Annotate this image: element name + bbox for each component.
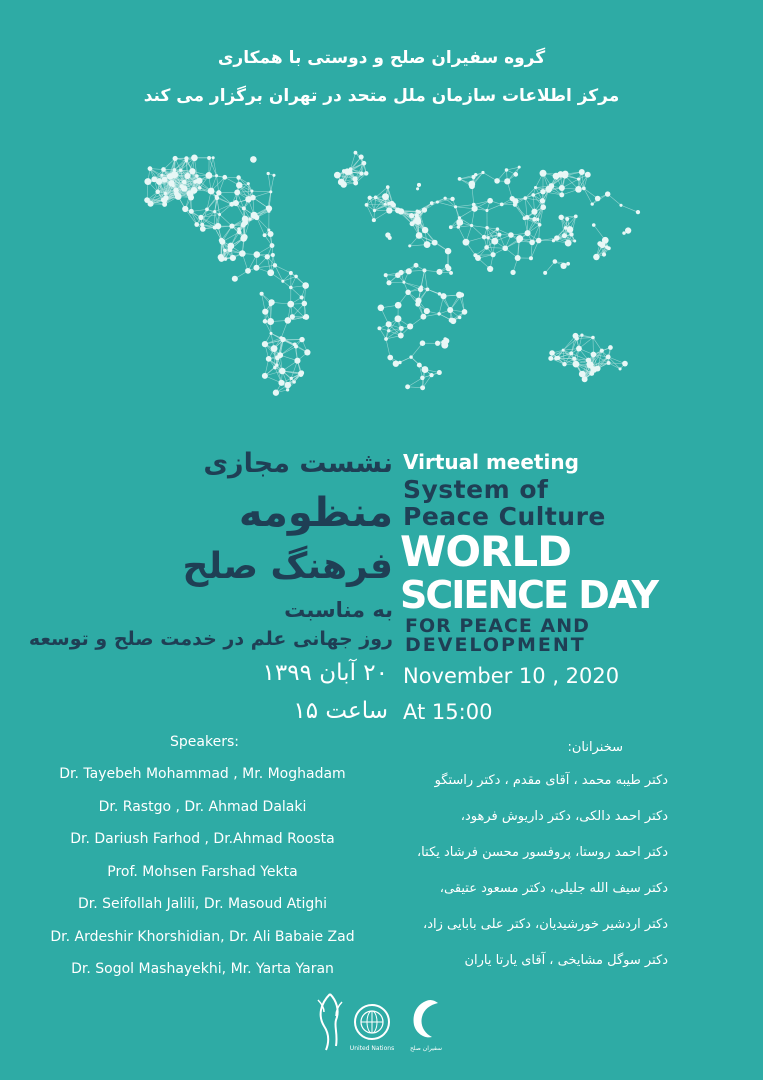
- fa-date: ۲۰ آبان ۱۳۹۹: [262, 660, 388, 686]
- header-line-1: گروه سفیران صلح و دوستی با همکاری: [217, 48, 546, 68]
- fa-peace-culture-title: فرهنگ صلح: [182, 546, 393, 587]
- en-peace-culture: Peace Culture: [403, 502, 606, 531]
- speaker-en-line: Dr. Sogol Mashayekhi, Mr. Yarta Yaran: [71, 961, 334, 977]
- speaker-en-line: Prof. Mohsen Farshad Yekta: [107, 863, 298, 880]
- united-nations-emblem-icon: [352, 1002, 392, 1042]
- united-nations-label: United Nations: [349, 1045, 395, 1052]
- en-system-of: System of: [403, 475, 549, 504]
- en-virtual-meeting: Virtual meeting: [403, 450, 579, 474]
- speaker-en-line: Dr. Dariush Farhod , Dr.Ahmad Roosta: [70, 831, 335, 847]
- fa-science-day: روز جهانی علم در خدمت صلح و توسعه: [28, 628, 393, 650]
- en-date: November 10 , 2020: [403, 664, 620, 688]
- speaker-en-line: Dr. Rastgo , Dr. Ahmad Dalaki: [98, 798, 307, 815]
- speaker-fa-line: دکتر سوگل مشایخی ، آقای یارتا یاران: [464, 953, 668, 968]
- speaker-en-line: Dr. Seifollah Jalili, Dr. Masoud Atighi: [77, 896, 328, 912]
- fa-virtual-meeting: نشست مجازی: [203, 448, 393, 479]
- speaker-fa-line: دکتر احمد روستا، پروفسور محسن فرشاد یکتا،: [416, 845, 668, 860]
- speakers-fa-heading: سخنرانان:: [567, 740, 623, 755]
- header-line-2: مرکز اطلاعات سازمان ملل متحد در تهران برگزار می کند: [143, 86, 620, 106]
- dove-logo-icon: [310, 990, 350, 1054]
- peace-ambassadors-logo-icon: [404, 995, 448, 1043]
- speaker-fa-line: دکتر احمد دالکی، دکتر داریوش فرهود،: [460, 809, 668, 824]
- world-network-map: [0, 140, 763, 440]
- fa-time: ساعت ۱۵: [293, 698, 388, 724]
- speaker-en-line: Dr. Ardeshir Khorshidian, Dr. Ali Babaie Zad: [50, 928, 355, 945]
- peace-ambassadors-label: سفیران صلح: [409, 1045, 443, 1052]
- speaker-fa-line: دکتر سیف الله جلیلی، دکتر مسعود عتیقی،: [439, 881, 668, 896]
- speakers-en-heading: Speakers:: [170, 734, 239, 750]
- fa-system-title: منظومه: [238, 490, 393, 536]
- speaker-fa-line: دکتر طیبه محمد ، آقای مقدم ، دکتر راستگو: [434, 773, 668, 788]
- en-for-peace: FOR PEACE AND: [405, 615, 590, 637]
- speaker-en-line: Dr. Tayebeh Mohammad , Mr. Moghadam: [59, 766, 346, 782]
- fa-occasion: به مناسبت: [284, 598, 393, 622]
- en-development: DEVELOPMENT: [405, 634, 586, 656]
- en-science-day: SCIENCE DAY: [400, 573, 658, 617]
- speaker-fa-line: دکتر اردشیر خورشیدیان، دکتر علی بابایی زاد،: [423, 917, 668, 932]
- en-time: At 15:00: [403, 700, 493, 724]
- en-world: WORLD: [400, 527, 571, 576]
